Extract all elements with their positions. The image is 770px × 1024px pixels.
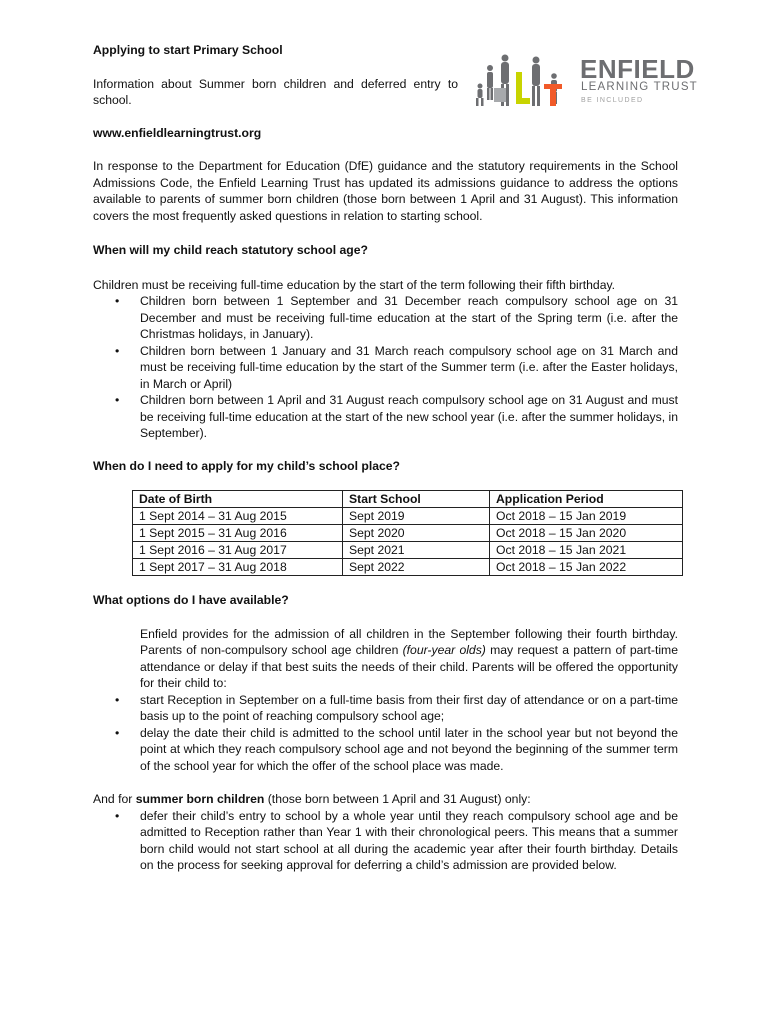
bullet-icon: • [115, 393, 120, 407]
statutory-text: Children must be receiving full-time education by the start of the term following their fifth birthday. [93, 277, 616, 292]
table-row [133, 559, 683, 576]
website-link[interactable]: www.enfieldlearningtrust.org [93, 125, 262, 140]
table-cell: 1 Sept 2017 – 31 Aug 2018 [133, 559, 343, 576]
bullet-icon: • [115, 808, 120, 823]
intro-text: Information about Summer born children and deferred entry to school. [93, 76, 458, 107]
table-header-row [133, 491, 683, 508]
table-header: Start School [343, 491, 490, 508]
summer-born-list [93, 808, 678, 874]
table-row [133, 508, 683, 525]
summer-born-intro: And for summer born children (those born between 1 April and 31 August) only: [93, 792, 531, 806]
list-item: • Children born between 1 January and 31 March reach compulsory school age on 31 March and must be receiving full-time education by the start of the Summer term (i.e. after the Easter holidays, in March or April) [115, 343, 678, 391]
options-paragraph: Enfield provides for the admission of all children in the September following their fourth birthday. Parents of non-compulsory school age children (four-year olds) may request a pattern of part-time attendance or delay if that best suits the needs of their child. Parents will be offered the opportunity for their child to: [140, 626, 678, 690]
heading-apply: When do I need to apply for my child’s school place? [93, 458, 400, 473]
list-item: • Children born between 1 September and 31 December reach compulsory school age on 31 December and must be receiving full-time education at the start of the Spring term (i.e. after the Christmas holidays, in January). [115, 294, 678, 341]
table-header: Application Period [490, 491, 683, 508]
bullet-icon: • [115, 725, 120, 740]
bullet-icon: • [115, 294, 120, 308]
table-cell: Sept 2019 [343, 508, 490, 525]
table-cell: Oct 2018 – 15 Jan 2021 [490, 542, 683, 559]
table-cell: Oct 2018 – 15 Jan 2020 [490, 525, 683, 542]
options-list [93, 692, 678, 775]
table-cell: Sept 2021 [343, 542, 490, 559]
heading-statutory-age: When will my child reach statutory school age? [93, 243, 368, 257]
intro-paragraph: In response to the Department for Education (DfE) guidance and the statutory requirements in the School Admissions Code, the Enfield Learning Trust has updated its admissions guidance to address the options available to parents of summer born children (those born between 1 April and 31 August). This information covers the most frequently asked questions in relation to starting school. [93, 159, 678, 223]
statutory-age-list [93, 293, 678, 442]
document-body [93, 42, 678, 874]
table-cell: 1 Sept 2014 – 31 Aug 2015 [133, 508, 343, 525]
table-cell: Oct 2018 – 15 Jan 2019 [490, 508, 683, 525]
logo-subtitle: LEARNING TRUST [581, 81, 698, 93]
table-cell: 1 Sept 2015 – 31 Aug 2016 [133, 525, 343, 542]
table-cell: Sept 2020 [343, 525, 490, 542]
list-item: • Children born between 1 April and 31 August reach compulsory school age on 31 August and must be receiving full-time education at the start of the new school year (i.e. after the summer holidays, in September). [115, 393, 678, 440]
table-cell: 1 Sept 2016 – 31 Aug 2017 [133, 542, 343, 559]
list-item: • delay the date their child is admitted to the school until later in the school year but not beyond the point at which they reach compulsory school age and not beyond the beginning of the summer term of the school year for which the offer of the school place was made. [115, 725, 678, 773]
table-cell: Sept 2022 [343, 559, 490, 576]
logo-tagline: BE INCLUDED [581, 97, 644, 104]
heading-options: What options do I have available? [93, 593, 289, 607]
page-title: Applying to start Primary School [93, 43, 283, 57]
bullet-icon: • [115, 692, 120, 707]
bullet-icon: • [115, 343, 120, 358]
application-dates-table [132, 490, 683, 576]
table-header: Date of Birth [133, 491, 343, 508]
table-row [133, 542, 683, 559]
list-item: • defer their child’s entry to school by a whole year until they reach compulsory school age and be admitted to Reception rather than Year 1 with their chronological peers. This means that a summer born child would not start school at all during the academic year after their fourth birthday. Details on the process for seeking approval for deferring a child’s admission are provided below. [115, 808, 678, 872]
table-row [133, 525, 683, 542]
table-cell: Oct 2018 – 15 Jan 2022 [490, 559, 683, 576]
logo-wordmark: ENFIELD [580, 54, 695, 84]
list-item: • start Reception in September on a full-time basis from their first day of attendance or on a part-time basis up to the point of reaching compulsory school age; [115, 692, 678, 723]
